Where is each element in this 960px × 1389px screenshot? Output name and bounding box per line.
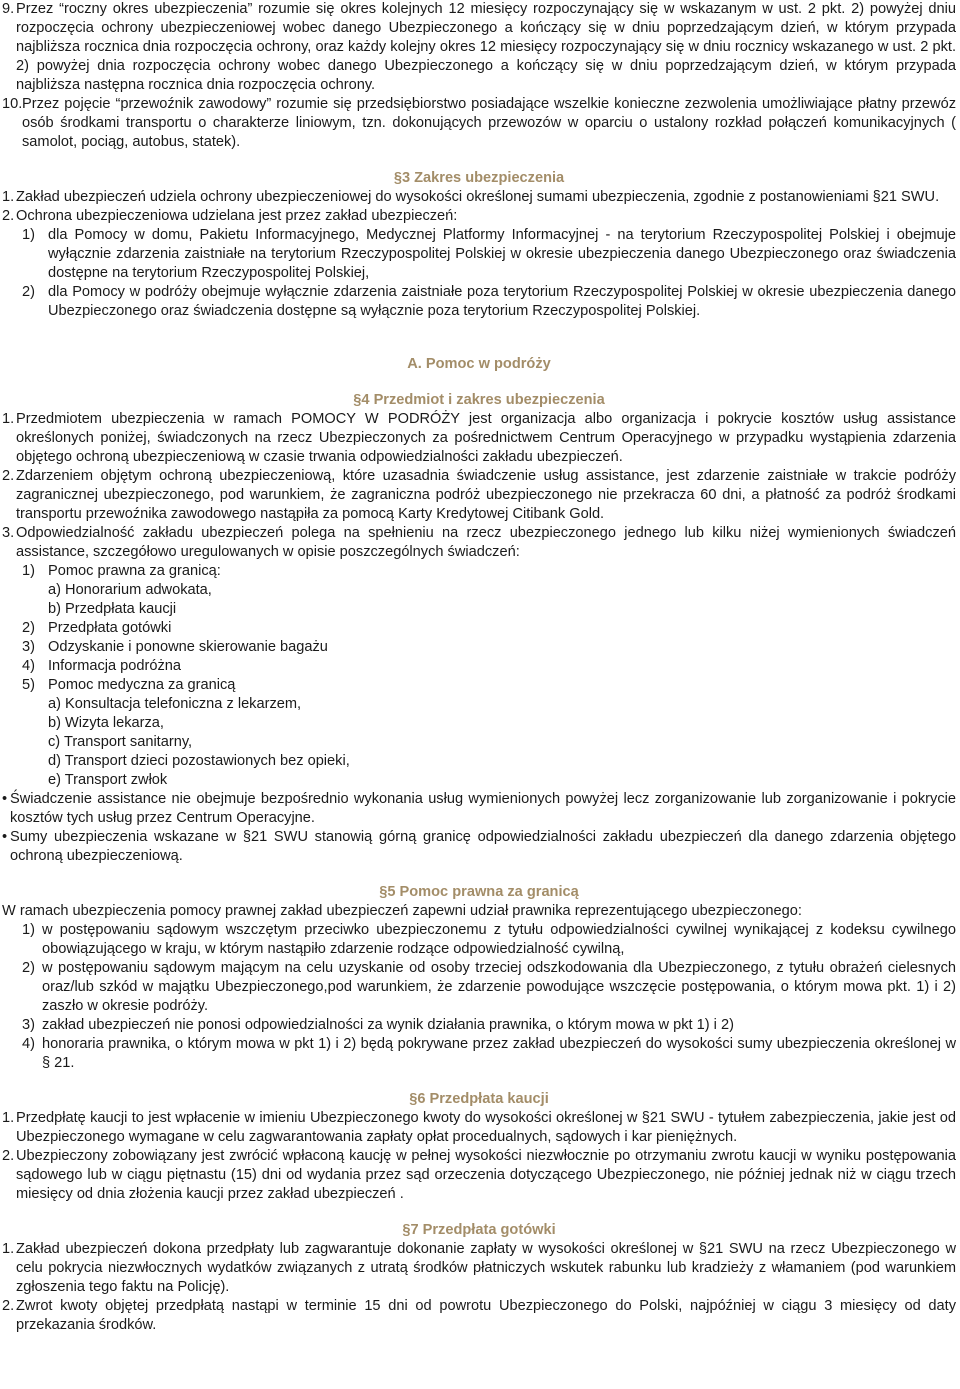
list-subitem: a) Konsultacja telefoniczna z lekarzem,: [48, 696, 302, 712]
item-number: 2): [22, 960, 35, 976]
item-text: w postępowaniu sądowym mającym na celu uzyskanie od osoby trzeciej odszkodowania dla Ubezpieczonego, z tytułu obrażeń cielesnych oraz/lub szkód w majątku Ubezpieczonego,pod warunkiem, że zdarzenie powodujące wszczęcie postępowania, o którym mowa pkt. 1) i 2) zaszło w okresie podróży.: [42, 960, 956, 1014]
item-text: zakład ubezpieczeń nie ponosi odpowiedzialności za wynik działania prawnika, o którym mowa w pkt 1) i 2): [42, 1017, 734, 1033]
section-heading-4: §4 Przedmiot i zakres ubezpieczenia: [353, 392, 605, 408]
section-heading-6: §6 Przedpłata kaucji: [409, 1091, 549, 1107]
list-item: [2, 619, 956, 638]
bullet-icon: •: [2, 791, 8, 807]
item-text: Zdarzeniem objętym ochroną ubezpieczeniową, które uzasadnia świadczenie usług assistance, jest zdarzenie zaistniałe w trakcie podróży zagranicznej ubezpieczonego, pod warunkiem, że zagraniczna podróż ubezpieczonego nie przekracza 60 dni, a płatność za podróż środkami transportu przewoźnika zawodowego nastąpiła za pomocą Karty Kredytowej Citibank Gold.: [16, 468, 956, 522]
bullet-item: [2, 828, 956, 866]
item-text: Odpowiedzialność zakładu ubezpieczeń polega na spełnieniu na rzecz ubezpieczonego jednego lub kilku niżej wymienionych świadczeń assistance, szczegółowo uregulowanych w opisie poszczególnych świadczeń:: [16, 525, 956, 560]
item-number: 2.: [2, 1148, 15, 1164]
item-number: 4): [22, 658, 35, 674]
bullet-item: [2, 790, 956, 828]
item-text: Przez pojęcie “przewoźnik zawodowy” rozumie się przedsiębiorstwo posiadające wszelkie konieczne zezwolenia umożliwiające płatny przewóz osób środkami transportu o charakterze liniowym, tzn. dokonujących przewozów w oparciu o ustalony rozkład połączeń komunikacyjnych ( samolot, pociąg, autobus, statek).: [22, 96, 956, 150]
list-subitem: b) Przedpłata kaucji: [48, 601, 177, 617]
s3-item-1: [2, 226, 956, 283]
item-text: Informacja podróżna: [48, 658, 182, 674]
item-text: Pomoc medyczna za granicą: [48, 677, 236, 693]
s5-intro: W ramach ubezpieczenia pomocy prawnej zakład ubezpieczeń zapewni udział prawnika reprezentującego ubezpieczonego:: [2, 903, 802, 919]
item-number: 2.: [2, 468, 15, 484]
item-text: Odzyskanie i ponowne skierowanie bagażu: [48, 639, 328, 655]
item-number: 1): [22, 227, 35, 243]
part-heading-a: A. Pomoc w podróży: [407, 356, 551, 372]
list-subitem: c) Transport sanitarny,: [48, 734, 193, 750]
s3-para-2: [2, 207, 956, 226]
list-subitem: d) Transport dzieci pozostawionych bez opieki,: [48, 753, 350, 769]
item-text: Przedpłata gotówki: [48, 620, 172, 636]
list-subitem: e) Transport zwłok: [48, 772, 168, 788]
item-number: 5): [22, 677, 35, 693]
item-text: Zakład ubezpieczeń udziela ochrony ubezpieczeniowej do wysokości określonej sumami ubezpieczenia, zgodnie z postanowieniami §21 SWU.: [16, 189, 940, 205]
item-number: 3): [22, 639, 35, 655]
item-text: Pomoc prawna za granicą:: [48, 563, 221, 579]
section-heading-3: §3 Zakres ubezpieczenia: [393, 170, 565, 186]
item-number: 1): [22, 922, 35, 938]
s5-item-1: [2, 921, 956, 959]
item-text: Ochrona ubezpieczeniowa udzielana jest przez zakład ubezpieczeń:: [16, 208, 458, 224]
item-number: 3.: [2, 525, 15, 541]
list-item: [2, 562, 956, 581]
s6-para-2: [2, 1147, 956, 1204]
item-number: 10.: [2, 96, 23, 112]
list-item: [2, 676, 956, 695]
item-number: 4): [22, 1036, 35, 1052]
section-heading-5: §5 Pomoc prawna za granicą: [379, 884, 579, 900]
s5-item-3: [2, 1016, 956, 1035]
item-number: 1.: [2, 1241, 15, 1257]
s5-item-4: [2, 1035, 956, 1073]
item-number: 1.: [2, 189, 15, 205]
item-number: 1): [22, 563, 35, 579]
list-item: [2, 638, 956, 657]
item-text: Przedmiotem ubezpieczenia w ramach POMOCY W PODRÓŻY jest organizacja albo organizacja i pokrycie kosztów usług assistance określonych poniżej, świadczonych na rzecz Ubezpieczonych za pośrednictwem Centrum Operacyjnego w przypadku wystąpienia zdarzenia objętego ochroną ubezpieczeniową w czasie trwania odpowiedzialności zakładu ubezpieczeń.: [16, 411, 956, 465]
item-text: dla Pomocy w domu, Pakietu Informacyjnego, Medycznej Platformy Informacyjnej - na terytorium Rzeczypospolitej Polskiej i obejmuje wyłącznie zdarzenia zaistniałe na terytorium Rzeczypospolitej Polskiej w okresie ubezpieczenia danego Ubezpieczonego oraz świadczenia dostępne na terytorium Rzeczypospolitej Polskiej,: [48, 227, 956, 281]
list-subitem: a) Honorarium adwokata,: [48, 582, 212, 598]
item-number: 2): [22, 284, 35, 300]
s4-para-2: [2, 467, 956, 524]
item-number: 9.: [2, 1, 15, 17]
s5-item-2: [2, 959, 956, 1016]
item-text: Ubezpieczony zobowiązany jest zwrócić wpłaconą kaucję w pełnej wysokości niezwłocznie po otrzymaniu zwrotu kaucji w wyniku postępowania sądowego lub w ciągu piętnastu (15) dni od wydania przez sąd orzeczenia dotyczącego Ubezpieczonego, nie później jednak niż w ciągu trzech miesięcy od dnia złożenia kaucji przez zakład ubezpieczeń .: [16, 1148, 956, 1202]
item-number: 2): [22, 620, 35, 636]
item-number: 2.: [2, 1298, 15, 1314]
item-text: Zakład ubezpieczeń dokona przedpłaty lub zagwarantuje dokonanie zapłaty w wysokości określonej w §21 SWU na rzecz Ubezpieczonego w celu pokrycia niezwłocznych wydatków związanych z utratą środków płatniczych wskutek rabunku lub kradzieży z włamaniem (pod warunkiem zgłoszenia tego faktu na Policję).: [16, 1241, 956, 1295]
bullet-text: Świadczenie assistance nie obejmuje bezpośrednio wykonania usług wymienionych powyżej lecz zorganizowanie lub zorganizowanie i pokrycie kosztów tych usług przez Centrum Operacyjne.: [10, 791, 956, 826]
list-subitem: b) Wizyta lekarza,: [48, 715, 164, 731]
item-number: 1.: [2, 411, 15, 427]
item-text: dla Pomocy w podróży obejmuje wyłącznie zdarzenia zaistniałe poza terytorium Rzeczypospolitej Polskiej w okresie ubezpieczenia danego Ubezpieczonego oraz świadczenia dostępne są wyłącznie poza terytorium Rzeczypospolitej Polskiej.: [48, 284, 956, 319]
definition-9: [2, 0, 956, 95]
item-text: w postępowaniu sądowym wszczętym przeciwko ubezpieczonemu z tytułu odpowiedzialności cywilnej wynikającej z kodeksu cywilnego obowiązującego w kraju, w którym nastąpiło zdarzenie rodzące odpowiedzialność cywilną,: [42, 922, 956, 957]
bullet-text: Sumy ubezpieczenia wskazane w §21 SWU stanowią górną granicę odpowiedzialności zakładu ubezpieczeń dla danego zdarzenia objętego ochroną ubezpieczeniową.: [10, 829, 956, 864]
item-number: 1.: [2, 1110, 15, 1126]
definition-10: [2, 95, 956, 152]
item-text: Przedpłatę kaucji to jest wpłacenie w imieniu Ubezpieczonego kwoty do wysokości określonej w §21 SWU - tytułem zabezpieczenia, jakie jest od Ubezpieczonego wymagane w celu zagwarantowania zapłaty opłat procedualnych, sądowych i kar pieniężnych.: [16, 1110, 956, 1145]
s3-para-1: [2, 188, 956, 207]
s4-para-3: [2, 524, 956, 562]
item-number: 3): [22, 1017, 35, 1033]
section-heading-7: §7 Przedpłata gotówki: [402, 1222, 556, 1238]
s6-para-1: [2, 1109, 956, 1147]
item-text: honoraria prawnika, o którym mowa w pkt 1) i 2) będą pokrywane przez zakład ubezpieczeń do wysokości sumy ubezpieczenia określonej w § 21.: [42, 1036, 956, 1071]
s7-para-1: [2, 1240, 956, 1297]
item-number: 2.: [2, 208, 15, 224]
s3-item-2: [2, 283, 956, 321]
s4-para-1: [2, 410, 956, 467]
item-text: Przez “roczny okres ubezpieczenia” rozumie się okres kolejnych 12 miesięcy rozpoczynający się w wskazanym w ust. 2 pkt. 2) powyżej dniu rozpoczęcia ochrony ubezpieczeniowej wobec danego Ubezpieczonego a kończący się w dniu poprzedzającym dzień, w którym przypada najbliższa rocznica dnia rozpoczęcia ochrony, oraz każdy kolejny okres 12 miesięcy rozpoczynający się w dniu rocznicy wskazanego w ust. 2 pkt. 2) powyżej dnia rozpoczęcia ochrony wobec danego Ubezpieczonego a kończący się w dniu poprzedzającym dzień, w którym przypada najbliższa następna rocznica dnia rozpoczęcia ochrony.: [16, 1, 956, 93]
bullet-icon: •: [2, 829, 8, 845]
list-item: [2, 657, 956, 676]
s7-para-2: [2, 1297, 956, 1335]
item-text: Zwrot kwoty objętej przedpłatą nastąpi w terminie 15 dni od powrotu Ubezpieczonego do Polski, najpóźniej w ciągu 3 miesięcy od daty przekazania środków.: [16, 1298, 956, 1333]
